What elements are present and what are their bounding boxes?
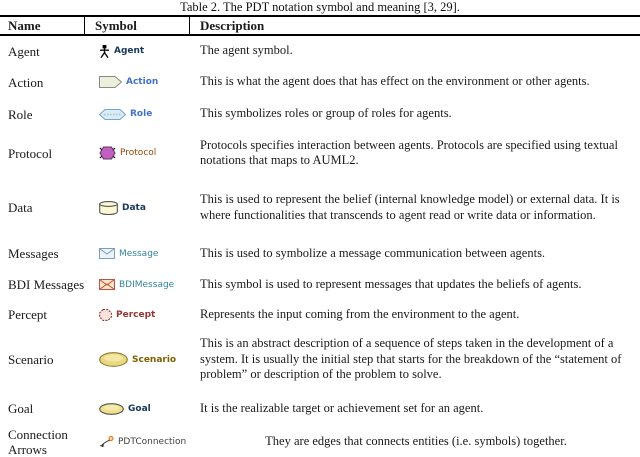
symbol-label: Role — [130, 109, 153, 119]
action-icon — [99, 76, 122, 88]
table-row-scenario — [0, 328, 640, 391]
symbol-label: BDIMessage — [119, 279, 175, 290]
symbol-label: Scenario — [132, 354, 177, 365]
header-symbol: Symbol — [85, 17, 190, 34]
table-caption: Table 2. The PDT notation symbol and meaning [3, 29]. — [180, 0, 460, 14]
symbol-cell — [85, 76, 190, 88]
pdt-notation-table — [0, 15, 640, 457]
row-description: The agent symbol. — [200, 43, 293, 58]
row-description: This is used to symbolize a message communication between agents. — [200, 245, 546, 260]
row-description: This symbolizes roles or group of roles for agents. — [200, 106, 452, 121]
row-name: Action — [8, 74, 44, 90]
row-description: Represents the input coming from the environment to the agent. — [200, 306, 520, 321]
table-row-agent — [0, 36, 640, 66]
table-row-protocol — [0, 130, 640, 176]
row-description: This is what the agent does that has effect on the environment or other agents. — [200, 74, 590, 89]
table-row-percept — [0, 301, 640, 328]
row-name: Percept — [8, 307, 47, 322]
row-name: Role — [8, 106, 33, 122]
percept-icon — [99, 309, 112, 321]
row-name: Agent — [8, 43, 40, 59]
agent-icon — [99, 45, 110, 58]
row-name: Scenario — [8, 352, 54, 367]
scenario-icon — [99, 352, 128, 367]
bdi-message-icon — [99, 279, 115, 290]
table-row-messages — [0, 239, 640, 268]
row-description: Protocols specifies interaction between agents. Protocols are specified using textual notations that maps to AUML2. — [200, 137, 618, 167]
symbol-label: PDTConnection — [118, 437, 187, 447]
table-row-data — [0, 176, 640, 239]
protocol-icon — [99, 146, 116, 160]
row-description: This is an abstract description of a sequence of steps taken in the development of a system. It is usually the initial step that starts for the breakdown of the “statement of problem” or description of the problem to solve. — [200, 336, 622, 382]
symbol-cell — [85, 201, 190, 215]
symbol-label: Percept — [116, 309, 156, 320]
table-row-bdi-messages — [0, 268, 640, 301]
symbol-cell — [85, 309, 190, 321]
row-name: Goal — [8, 401, 34, 416]
row-description: It is the realizable target or achievement set for an agent. — [200, 400, 484, 415]
symbol-label: Message — [119, 248, 159, 259]
symbol-label: Agent — [114, 46, 145, 56]
symbol-label: Protocol — [120, 148, 157, 158]
table-row-connection-arrows — [0, 426, 640, 457]
symbol-cell — [85, 146, 190, 160]
table-row-action — [0, 66, 640, 98]
symbol-label: Goal — [128, 403, 151, 414]
symbol-label: Action — [126, 77, 159, 87]
data-icon — [99, 201, 118, 215]
pdt-connection-icon — [99, 435, 114, 449]
table-row-role — [0, 98, 640, 130]
role-icon — [99, 109, 126, 120]
message-icon — [99, 248, 115, 259]
symbol-cell — [85, 279, 190, 290]
row-description: This is used to represent the belief (internal knowledge model) or external data. It is where functionalities that transcends to agent read or write data or information. — [200, 192, 620, 222]
symbol-cell — [85, 248, 190, 259]
table-row-goal — [0, 391, 640, 426]
goal-icon — [99, 403, 124, 415]
symbol-cell — [85, 45, 190, 58]
symbol-label: Data — [122, 202, 146, 213]
header-name: Name — [0, 17, 85, 34]
row-name: Protocol — [8, 145, 53, 161]
symbol-cell — [85, 352, 190, 367]
row-description: This symbol is used to represent messages that updates the beliefs of agents. — [200, 276, 582, 291]
row-name: Messages — [8, 246, 59, 261]
symbol-cell — [85, 403, 190, 415]
row-name: Data — [8, 200, 33, 215]
symbol-cell — [85, 435, 190, 449]
table-header-row — [0, 17, 640, 36]
row-description: They are edges that connects entities (i.e. symbols) together. — [265, 434, 567, 449]
row-name: BDI Messages — [8, 277, 85, 292]
header-description: Description — [200, 17, 265, 33]
symbol-cell — [85, 109, 190, 120]
row-name: Connection Arrows — [8, 427, 68, 457]
